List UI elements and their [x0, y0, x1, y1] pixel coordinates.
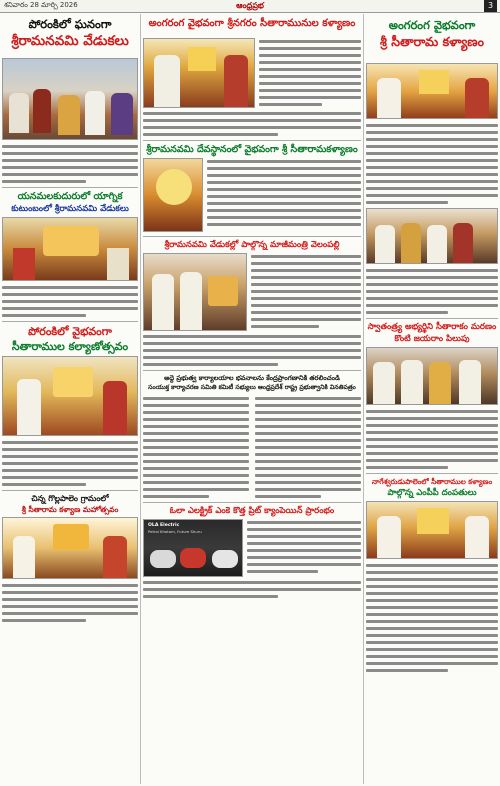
headline: శ్రీరామనవమి దేవస్థానంలో వైభవంగా శ్రీ సీతారామకళ్యాణం — [146, 144, 358, 155]
headline-line1: నాగేశ్వరుడుపాలెంలో సీతారాముల కళ్యాణం — [371, 477, 493, 486]
photo-chinna-gollapalem — [2, 517, 138, 579]
story-srinagaram-banner — [143, 14, 361, 38]
article-body — [2, 284, 138, 319]
story-poranki-kalyanam-headline — [2, 324, 138, 354]
headline: ఓలా ఎలక్ట్రిక్ ఎంకె కొత్త ప్రిట్ క్యాంపెయిన్ ప్రారంభం — [169, 506, 335, 516]
photo-velampalli-event — [143, 253, 247, 331]
story-govt-offices-headline — [143, 373, 361, 393]
headline-line1: పోరంకిలో వైభవంగా — [28, 325, 112, 338]
headline-line2: సీతారాముల కల్యాణోత్సవం — [11, 340, 129, 353]
headline-line1: అద్దె ప్రభుత్వ కార్యాలయాల భవనాలను కేంద్రప్రాంగణానికి తరలించండి — [164, 374, 340, 382]
banner-headline: అంగరంగ వైభవంగా శ్రీనగరం సీతారామునుల కళ్యాణం — [148, 18, 356, 29]
story-ola-headline — [143, 505, 361, 517]
article-body — [366, 267, 498, 316]
headline-line2: శ్రీ సీతారామ కళ్యాణ మహోత్సవం — [21, 505, 119, 514]
article-body — [2, 582, 138, 624]
column-right — [366, 14, 498, 674]
story-poranki-headline — [2, 16, 138, 58]
story-yanamalakuduru-headline — [2, 190, 138, 215]
story-anganga-headline — [366, 17, 498, 61]
headline-line1: పోరంకిలో ఘనంగా — [28, 17, 112, 31]
headline-line2: సంయుక్త కార్యాచరణ సమితి కమిటీ సభ్యులు ఆంధ్రప్రదేశ్ రాష్ట్ర ప్రభుత్వానికి వినతిపత్రం — [148, 384, 356, 391]
article-body — [259, 38, 361, 108]
page-number: 3 — [484, 0, 497, 12]
photo-srinagaram-kalyanam — [143, 38, 255, 108]
photo-jayaram-event — [366, 347, 498, 405]
photo-ola-scooters — [143, 519, 243, 577]
photo-yanamalakuduru-pooja — [2, 217, 138, 281]
article-body — [2, 143, 138, 185]
headline-line1: అంగరంగ వైభవంగా — [388, 18, 476, 32]
story-velampalli-headline — [143, 239, 361, 251]
column-divider — [363, 14, 364, 784]
page-date: శనివారం 28 మార్చి 2026 — [4, 1, 78, 9]
headline-line2: శ్రీ సీతారామ కళ్యాణం — [380, 34, 484, 49]
ola-ad-tagline: Petrol Khatam, Future Shuru — [148, 529, 202, 534]
story-chinna-gollapalem-headline — [2, 493, 138, 515]
article-body — [247, 519, 361, 575]
photo-anganga-kalyanam — [366, 63, 498, 119]
article-body — [143, 110, 361, 138]
article-body — [207, 158, 361, 228]
article-body — [366, 122, 498, 206]
headline-line2: కుటుంబంలో శ్రీరామనవమి వేడుకలు — [11, 204, 129, 214]
column-divider — [140, 14, 141, 784]
headline-line1: యనమలకుదురులో యాగ్నిక — [17, 191, 123, 202]
photo-temple-deities — [143, 158, 203, 232]
headline-line2: పాల్గొన్న ఎంపీపీ దంపతులు — [387, 488, 477, 498]
story-nageswarapalem-headline — [366, 476, 498, 499]
headline-line2: శ్రీరామనవమి వేడుకలు — [11, 33, 129, 49]
article-body — [366, 408, 498, 471]
article-body — [143, 395, 361, 500]
story-temple-headline — [143, 143, 361, 156]
column-left — [2, 14, 138, 624]
photo-poranki-kalyanam — [2, 356, 138, 436]
ola-ad-title: OLA Electric — [148, 523, 180, 528]
article-body — [143, 579, 361, 600]
headline: శ్రీరామనవమి వేడుకల్లో పాల్గొన్న మాజీమంత్రి వెలంపల్లి — [164, 240, 340, 250]
article-body — [143, 333, 361, 368]
newspaper-name: ఆంధ్రప్రభ — [236, 1, 264, 10]
article-body — [251, 253, 361, 330]
photo-poranki-devotees — [2, 58, 138, 140]
headline: స్వాతంత్ర్య అభ్యర్థిని సీతారాకం మరణం కొంటి జయరాం పిలుపు — [367, 322, 497, 344]
article-body — [2, 439, 138, 488]
page-header — [0, 0, 500, 13]
photo-nageswarapalem-kalyanam — [366, 501, 498, 559]
photo-anganga-devotees — [366, 208, 498, 264]
article-body — [366, 562, 498, 674]
story-jayaram-headline — [366, 321, 498, 345]
headline-line1: చిన్న గొల్లపాలెం గ్రామంలో — [31, 493, 109, 503]
column-center — [143, 14, 361, 600]
